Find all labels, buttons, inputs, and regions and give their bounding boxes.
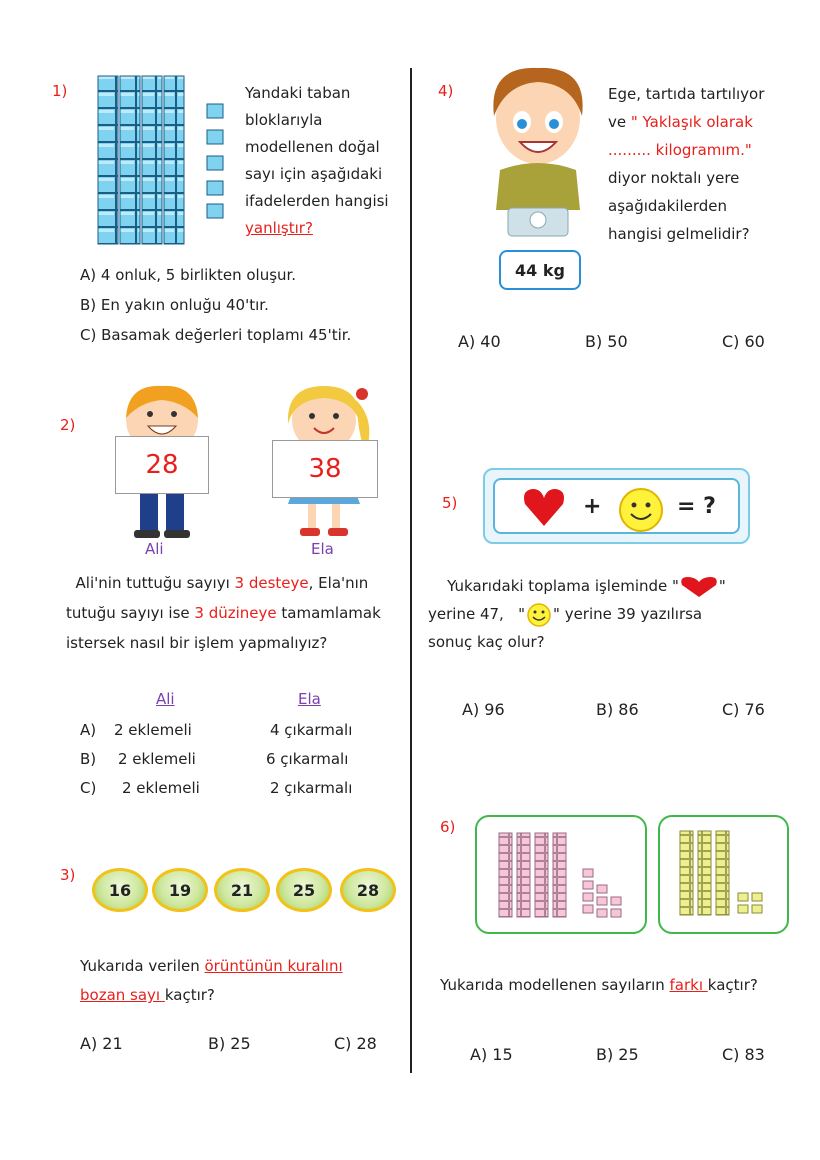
q3-question: Yukarıda verilen örüntünün kuralını bozan sayı kaçtır? <box>80 957 343 1004</box>
q2-col-ela: Ela <box>298 690 321 708</box>
smiley-icon <box>617 486 665 534</box>
ela-name: Ela <box>311 540 334 558</box>
q4-number: 4) <box>438 82 454 100</box>
ela-sign: 38 <box>272 440 378 498</box>
q2-option-a[interactable]: A) 2 eklemeli 4 çıkarmalı <box>80 721 353 739</box>
q6-option-a[interactable]: A) 15 <box>470 1045 513 1064</box>
heart-icon-inline <box>679 576 719 598</box>
q2-question: Ali'nin tuttuğu sayıyı 3 desteye, Ela'nın tutuğu sayıyı ise 3 düzineye tamamlamak istersek nasıl bir işlem yapmalıyız? <box>66 574 381 652</box>
q3-option-a[interactable]: A) 21 <box>80 1034 123 1053</box>
bead-4: 25 <box>276 868 332 912</box>
q2-option-c[interactable]: C) 2 eklemeli 2 çıkarmalı <box>80 779 353 797</box>
equals-question: = ? <box>677 494 716 519</box>
q5-option-a[interactable]: A) 96 <box>462 700 505 719</box>
q1-option-a[interactable]: A) 4 onluk, 5 birlikten oluşur. <box>80 266 297 284</box>
pink-blocks-box <box>475 815 647 934</box>
q6-option-b[interactable]: B) 25 <box>596 1045 639 1064</box>
q1-highlight: yanlıştır? <box>245 219 313 237</box>
q5-option-c[interactable]: C) 76 <box>722 700 765 719</box>
q4-question: Ege, tartıda tartılıyor ve " Yaklaşık olarak ......... kilogramım." diyor noktalı yere aşağıdakilerden hangisi gelmelidir? <box>608 85 765 243</box>
heart-icon <box>521 486 567 528</box>
q2-options <box>80 716 410 803</box>
q6-question: Yukarıda modellenen sayıların farkı kaçtır? <box>440 976 758 994</box>
q1-option-b[interactable]: B) En yakın onluğu 40'tır. <box>80 296 269 314</box>
q6-option-c[interactable]: C) 83 <box>722 1045 765 1064</box>
q1-options <box>80 260 410 350</box>
q1-option-c[interactable]: C) Basamak değerleri toplamı 45'tir. <box>80 326 352 344</box>
q3-number: 3) <box>60 866 76 884</box>
ege-boy-on-scale-image <box>478 60 598 240</box>
q5-question: Yukarıdaki toplama işleminde " " yerine 47, " " yerine 39 yazılırsa sonuç kaç olur? <box>428 577 726 651</box>
q1-question: Yandaki taban bloklarıyla modellenen doğal sayı için aşağıdaki ifadelerden hangisi yanlıştır? <box>245 80 410 242</box>
q4-option-c[interactable]: C) 60 <box>722 332 765 351</box>
q2-number: 2) <box>60 416 76 434</box>
q1-number: 1) <box>52 82 68 100</box>
bead-2: 19 <box>152 868 208 912</box>
q1-base-blocks-image <box>96 74 246 246</box>
ali-sign: 28 <box>115 436 209 494</box>
q5-option-b[interactable]: B) 86 <box>596 700 639 719</box>
q6-number: 6) <box>440 818 456 836</box>
yellow-base-blocks-image <box>678 827 783 922</box>
q2-option-b[interactable]: B) 2 eklemeli 6 çıkarmalı <box>80 750 349 768</box>
q5-number: 5) <box>442 494 458 512</box>
q3-option-c[interactable]: C) 28 <box>334 1034 377 1053</box>
equation-box <box>483 468 750 544</box>
plus-sign: + <box>583 494 602 519</box>
bead-5: 28 <box>340 868 396 912</box>
weight-label: 44 kg <box>499 250 581 290</box>
bead-1: 16 <box>92 868 148 912</box>
bead-3: 21 <box>214 868 270 912</box>
q4-option-b[interactable]: B) 50 <box>585 332 628 351</box>
q2-col-ali: Ali <box>156 690 175 708</box>
q4-option-a[interactable]: A) 40 <box>458 332 501 351</box>
smiley-icon-inline <box>525 602 553 628</box>
q3-option-b[interactable]: B) 25 <box>208 1034 251 1053</box>
yellow-blocks-box <box>658 815 789 934</box>
ali-name: Ali <box>145 540 164 558</box>
pink-base-blocks-image <box>497 829 637 924</box>
